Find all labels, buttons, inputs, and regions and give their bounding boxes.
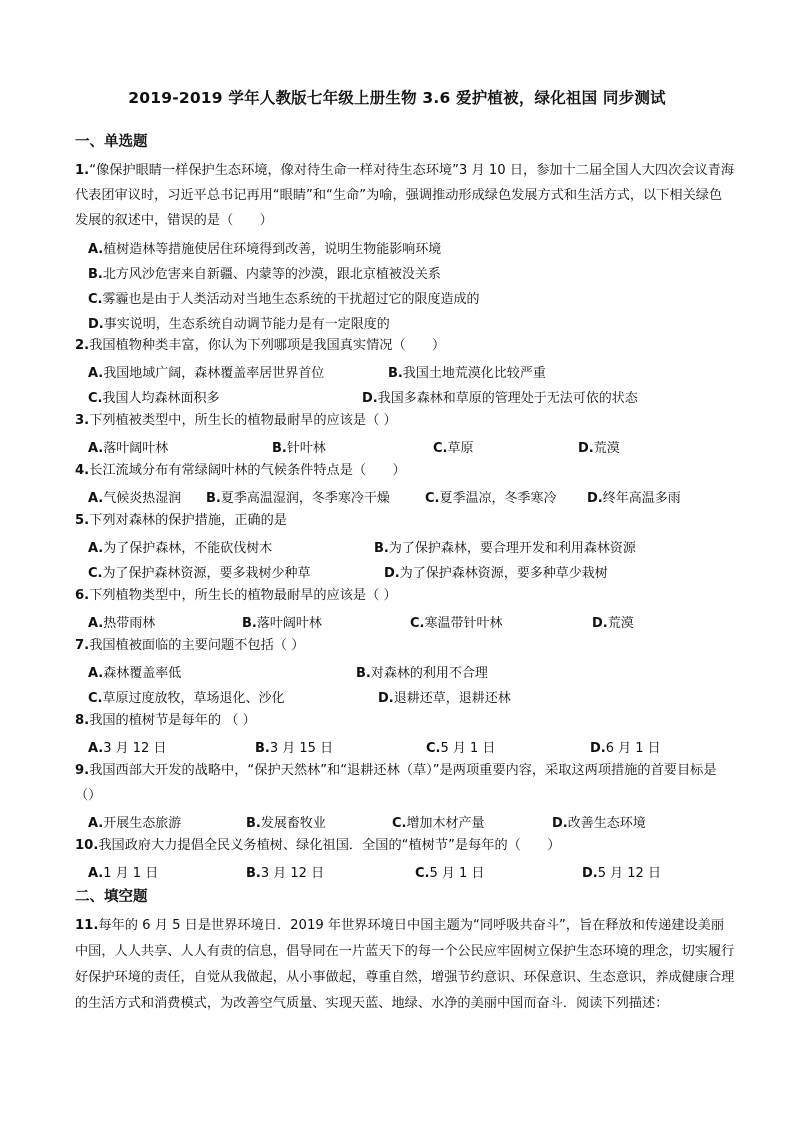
option-text: 为了保护森林资源，要多栽树少种草 [102, 566, 311, 581]
option-text: 雾霾也是由于人类活动对当地生态系统的干扰超过它的限度造成的 [102, 292, 480, 307]
option-letter: D. [362, 391, 378, 406]
question-10-option-c [415, 862, 484, 881]
option-text: 落叶阔叶林 [103, 441, 169, 456]
question-3-option-a [88, 437, 168, 456]
option-text: 落叶阔叶林 [256, 616, 322, 631]
question-text: 长江流域分布有常绿阔叶林的气候条件特点是（ ） [89, 463, 406, 478]
option-letter: B. [88, 267, 103, 282]
question-8-option-b [255, 737, 333, 756]
option-letter: D. [590, 741, 606, 756]
option-letter: A. [88, 441, 104, 456]
question-4-option-c [425, 487, 557, 506]
question-text: 我国植物种类丰富，你认为下列哪项是我国真实情况（ ） [89, 338, 446, 353]
option-text: 为了保护森林资源，要多种草少栽树 [399, 566, 608, 581]
option-text: 我国土地荒漠化比较严重 [402, 366, 546, 381]
option-text: 5 月 1 日 [440, 741, 496, 756]
question-2-option-c [88, 387, 220, 406]
question-7-option-d [378, 687, 511, 706]
option-text: 森林覆盖率低 [103, 666, 182, 681]
option-letter: D. [582, 866, 598, 881]
question-2-option-a [88, 362, 324, 381]
question-3-option-d [578, 437, 620, 456]
option-letter: A. [88, 541, 104, 556]
option-letter: C. [433, 441, 448, 456]
option-text: 北方风沙危害来自新疆、内蒙等的沙漠，跟北京植被没关系 [102, 267, 441, 282]
option-text: 为了保护森林，要合理开发和利用森林资源 [388, 541, 636, 556]
question-number: 3. [75, 413, 90, 428]
question-9-option-b [246, 812, 326, 831]
question-5-option-b [374, 537, 636, 556]
question-4-option-a [88, 487, 181, 506]
option-text: 草原 [447, 441, 474, 456]
question-6-option-d [592, 612, 634, 631]
question-number: 11. [75, 918, 99, 933]
option-letter: C. [425, 491, 440, 506]
option-letter: B. [242, 616, 257, 631]
question-text: “像保护眼睛一样保护生态环境，像对待生命一样对待生态环境”3 月 10 日，参加十二届全国人大四次会议青海代表团审议时，习近平总书记再用“眼睛”和“生命”为喻，强调推动形成绿色发展方式和生活方式，以下相关绿色发展的叙述中，错误的是（ ） [75, 163, 735, 228]
question-6-stem [75, 583, 735, 608]
option-text: 我国地域广阔，森林覆盖率居世界首位 [103, 366, 325, 381]
question-number: 1. [75, 163, 90, 178]
question-number: 4. [75, 463, 90, 478]
question-8-stem [75, 708, 735, 733]
question-8-option-d [590, 737, 661, 756]
option-letter: D. [587, 491, 603, 506]
option-letter: D. [88, 317, 104, 332]
question-7-option-c [88, 687, 285, 706]
question-4-option-b [206, 487, 390, 506]
option-text: 发展畜牧业 [260, 816, 326, 831]
question-2-option-b [388, 362, 546, 381]
question-number: 5. [75, 513, 90, 528]
question-9-option-c [392, 812, 485, 831]
option-letter: D. [552, 816, 568, 831]
question-number: 9. [75, 763, 90, 778]
question-5-option-c [88, 562, 311, 581]
question-8-option-c [426, 737, 495, 756]
question-5-option-a [88, 537, 272, 556]
question-text: 下列对森林的保护措施，正确的是 [89, 513, 287, 528]
question-text: 我国的植树节是每年的 （ ） [89, 713, 256, 728]
option-letter: B. [246, 816, 261, 831]
question-9-option-a [88, 812, 181, 831]
option-text: 夏季温凉，冬季寒冷 [439, 491, 557, 506]
option-letter: B. [246, 866, 261, 881]
question-number: 7. [75, 638, 90, 653]
option-text: 3 月 12 日 [103, 741, 167, 756]
option-letter: C. [392, 816, 407, 831]
question-text: 我国植被面临的主要问题不包括（ ） [89, 638, 305, 653]
option-text: 我国人均森林面积多 [102, 391, 220, 406]
question-1-option-c [88, 288, 480, 307]
option-letter: B. [356, 666, 371, 681]
option-letter: A. [88, 242, 104, 257]
option-text: 改善生态环境 [567, 816, 646, 831]
option-text: 5 月 1 日 [429, 866, 485, 881]
option-letter: C. [88, 566, 103, 581]
question-7-option-b [356, 662, 488, 681]
section-heading-fill-in: 二、填空题 [75, 889, 148, 905]
option-text: 荒漠 [593, 441, 620, 456]
option-text: 气候炎热湿润 [103, 491, 182, 506]
question-1-option-d [88, 313, 390, 332]
question-7-option-a [88, 662, 181, 681]
option-text: 5 月 12 日 [597, 866, 661, 881]
option-letter: D. [378, 691, 394, 706]
option-text: 夏季高温湿润，冬季寒冷干燥 [220, 491, 390, 506]
option-text: 3 月 12 日 [260, 866, 325, 881]
option-text: 我国多森林和草原的管理处于无法可依的状态 [377, 391, 638, 406]
question-10-option-a [88, 862, 158, 881]
question-4-stem [75, 458, 735, 483]
question-number: 6. [75, 588, 90, 603]
question-3-stem [75, 408, 735, 433]
question-text: 我国政府大力提倡全民义务植树、绿化祖国．全国的“植树节”是每年的（ ） [98, 838, 561, 853]
question-10-option-b [246, 862, 324, 881]
section-heading-single-choice: 一、单选题 [75, 134, 148, 150]
question-10-option-d [582, 862, 661, 881]
option-letter: A. [88, 666, 104, 681]
option-text: 植树造林等措施使居住环境得到改善，说明生物能影响环境 [103, 242, 442, 257]
question-9-option-d [552, 812, 646, 831]
option-text: 退耕还草，退耕还林 [393, 691, 511, 706]
question-5-option-d [384, 562, 608, 581]
question-6-option-b [242, 612, 322, 631]
document-title: 2019-2019 学年人教版七年级上册生物 3.6 爱护植被，绿化祖国 同步测试 [128, 89, 666, 107]
option-text: 1 月 1 日 [103, 866, 159, 881]
option-letter: B. [206, 491, 221, 506]
question-6-option-c [410, 612, 503, 631]
question-6-option-a [88, 612, 155, 631]
question-number: 8. [75, 713, 90, 728]
option-text: 为了保护森林，不能砍伐树木 [103, 541, 273, 556]
question-3-option-b [272, 437, 326, 456]
option-text: 开展生态旅游 [103, 816, 182, 831]
question-number: 10. [75, 838, 99, 853]
question-number: 2. [75, 338, 90, 353]
question-1-option-b [88, 263, 441, 282]
option-letter: D. [384, 566, 400, 581]
option-text: 草原过度放牧，草场退化、沙化 [102, 691, 285, 706]
question-text: 下列植被类型中，所生长的植物最耐旱的应该是（ ） [89, 413, 397, 428]
option-letter: B. [272, 441, 287, 456]
option-letter: C. [88, 292, 103, 307]
option-letter: A. [88, 816, 104, 831]
option-text: 荒漠 [607, 616, 634, 631]
option-text: 针叶林 [286, 441, 326, 456]
option-letter: D. [578, 441, 594, 456]
question-2-option-d [362, 387, 638, 406]
option-letter: B. [255, 741, 270, 756]
option-letter: B. [374, 541, 389, 556]
question-10-stem [75, 833, 735, 858]
question-text: 我国西部大开发的战略中，“保护天然林”和“退耕还林（草）”是两项重要内容，采取这两项措施的首要目标是（） [75, 763, 717, 803]
option-letter: C. [88, 391, 103, 406]
question-text: 下列植物类型中，所生长的植物最耐旱的应该是（ ） [89, 588, 397, 603]
option-text: 增加木材产量 [406, 816, 485, 831]
question-3-option-c [433, 437, 474, 456]
question-1-stem [75, 158, 735, 233]
option-text: 对森林的利用不合理 [370, 666, 488, 681]
option-letter: C. [410, 616, 425, 631]
question-9-stem [75, 758, 735, 808]
option-text: 热带雨林 [103, 616, 156, 631]
option-letter: A. [88, 366, 104, 381]
question-8-option-a [88, 737, 166, 756]
option-letter: A. [88, 616, 104, 631]
option-text: 寒温带针叶林 [424, 616, 503, 631]
question-7-stem [75, 633, 735, 658]
option-letter: D. [592, 616, 608, 631]
option-letter: C. [415, 866, 430, 881]
option-letter: A. [88, 491, 104, 506]
option-letter: A. [88, 866, 104, 881]
question-11-stem [75, 913, 735, 1017]
question-5-stem [75, 508, 735, 533]
option-letter: C. [88, 691, 103, 706]
option-text: 终年高温多雨 [602, 491, 681, 506]
option-letter: B. [388, 366, 403, 381]
option-text: 3 月 15 日 [269, 741, 334, 756]
question-2-stem [75, 333, 735, 358]
question-1-option-a [88, 238, 441, 257]
option-letter: C. [426, 741, 441, 756]
option-text: 6 月 1 日 [605, 741, 661, 756]
question-4-option-d [587, 487, 681, 506]
question-text: 每年的 6 月 5 日是世界环境日．2019 年世界环境日中国主题为“同呼吸共奋斗”，旨在释放和传递建设美丽中国，人人共享、人人有责的信息，倡导同在一片蓝天下的每一个公民应牢固树立保护生态环境的理念，切实履行好保护环境的责任，自觉从我做起，从小事做起，尊重自然，增强节约意识、环保意识、生态意识，养成健康合理的生活方式和消费模式，为改善空气质量、实现天蓝、地绿、水净的美丽中国而奋斗．阅读下列描述： [75, 918, 735, 1011]
option-text: 事实说明，生态系统自动调节能力是有一定限度的 [103, 317, 390, 332]
option-letter: A. [88, 741, 104, 756]
